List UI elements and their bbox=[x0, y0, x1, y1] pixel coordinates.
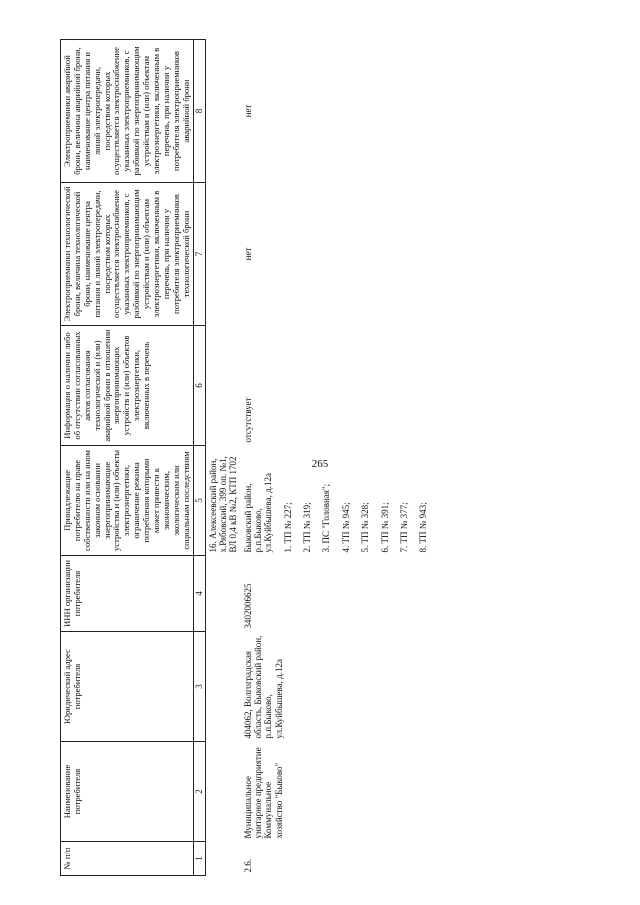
consumer-name: Муниципальное унитарное предприятие Коммунальное хозяйство "Быково" bbox=[242, 747, 284, 839]
table-row bbox=[241, 40, 440, 876]
list-item: 6. ТП № 391; bbox=[379, 502, 390, 553]
page-number: 265 bbox=[311, 458, 329, 470]
col-number: 1 bbox=[194, 842, 205, 876]
col-number: 3 bbox=[194, 632, 205, 742]
list-item: 3. ПС "Головная"; bbox=[321, 483, 332, 553]
tech-reserve-value: нет bbox=[242, 247, 253, 261]
consumer-inn: 3402006625 bbox=[242, 583, 253, 629]
col-header-tech-reserve: Электроприемники технологической брони, величина технологической брони, наименование центра питания и линий электропередачи, посредством которых осуществляется электроснабжение указанных электроприемников, с разбивкой по энергопринимающим устройствам и (или) объектам электроэнергетики, включенным в перечень, при наличии у потребителя электроприемников технологической брони bbox=[61, 183, 194, 326]
list-item: 1. ТП № 227; bbox=[282, 502, 293, 553]
list-item: 2. ТП № 319; bbox=[302, 502, 313, 553]
col-header-inn: ИНН организации потребителя bbox=[61, 556, 194, 632]
col-header-number: № п/п bbox=[61, 842, 194, 876]
col-header-name: Наименование потребителя bbox=[61, 742, 194, 842]
list-item: 8. ТП № 943; bbox=[418, 502, 429, 553]
column-number-row bbox=[194, 40, 205, 876]
col-header-emergency-reserve: Электроприемники аварийной брони, величина аварийной брони, наименование центра питания и линий электропередачи, посредством которых осуществляется электроснабжение указанных электроприемников, с разбивкой по энергопринимающим устройствам и (или) объектам электроэнергетики, включенным в перечень, при наличии у потребителя электроприемников аварийной брони bbox=[61, 40, 194, 183]
list-item: 7. ТП № 377; bbox=[398, 502, 409, 553]
acts-status: отсутствует bbox=[242, 397, 253, 443]
emergency-reserve-value: нет bbox=[242, 104, 253, 118]
continued-item: 16. Алексеевский район, х.Рябовский, 399 оп. №1, ВЛ 0,4 кВ №2, КТП 1702 bbox=[207, 456, 239, 553]
continued-row bbox=[205, 40, 241, 876]
col-number: 6 bbox=[194, 326, 205, 446]
col-number: 4 bbox=[194, 556, 205, 632]
col-number: 7 bbox=[194, 183, 205, 326]
col-header-objects: Принадлежащие потребителю на праве собственности или на ином законном основании энергопринимающие устройства и (или) объекты электроэнергетики, ограничение режима потребления которыми может привести к экономическим, экологическим или социальным последствиям bbox=[61, 446, 194, 556]
objects-list bbox=[243, 449, 429, 553]
row-number: 2.6. bbox=[242, 859, 253, 873]
list-item: 5. ТП № 328; bbox=[360, 502, 371, 553]
consumers-table bbox=[60, 39, 440, 876]
list-item: Быковский район, р.п.Быково, ул.Куйбышева, д.12а bbox=[242, 473, 274, 553]
list-item: 4. ТП № 945; bbox=[340, 502, 351, 553]
consumer-address: 404062, Волгоградская область, Быковский район, р.п.Быково, ул.Куйбышева, д.12а bbox=[242, 635, 284, 739]
col-header-address: Юридический адрес потребителя bbox=[61, 632, 194, 742]
col-number: 8 bbox=[194, 40, 205, 183]
col-number: 5 bbox=[194, 446, 205, 556]
col-header-acts: Информация о наличии либо об отсутствии согласованных актов согласования технологической и (или) аварийной брони в отношении энергопринимающих устройств и (или) объектов электроэнергетики, включенных в перечень bbox=[61, 326, 194, 446]
consumer-objects bbox=[241, 446, 440, 556]
rotated-table-page bbox=[60, 40, 429, 876]
col-number: 2 bbox=[194, 742, 205, 842]
header-row bbox=[61, 40, 194, 876]
